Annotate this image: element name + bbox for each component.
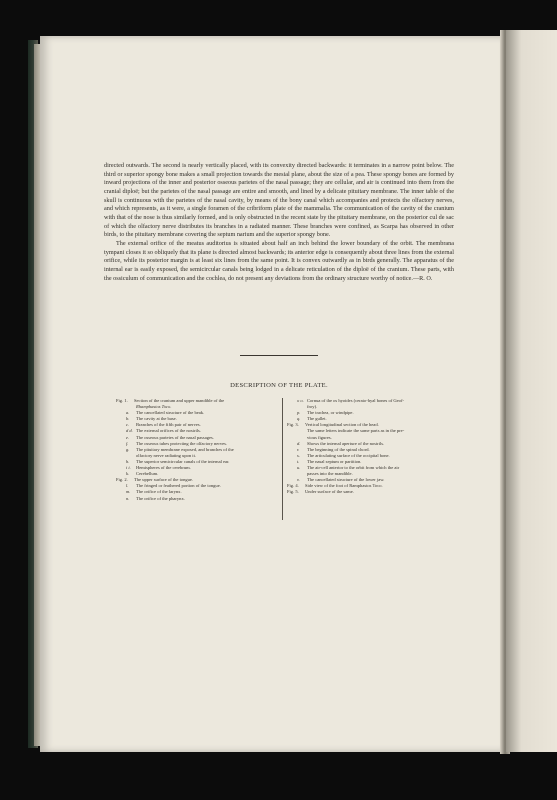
entry-text: The cancellated structure of the lower jaw. <box>307 477 385 483</box>
entry-label: b. <box>126 416 130 422</box>
entry-label: e. <box>126 434 130 440</box>
entry-text: The orifice of the pharynx. <box>136 495 185 501</box>
entry-text: The fringed or feathered portion of the tongue. <box>136 483 221 489</box>
entry-text: vious figures. <box>307 434 332 440</box>
entry-text: The osseous parietes of the nasal passages. <box>136 434 214 440</box>
entry-label: k. <box>126 471 130 477</box>
column-divider <box>282 398 283 520</box>
entry-text: Shows the internal aperture of the nostrils. <box>307 440 385 446</box>
entry-text: The pituitary membrane exposed, and branches of the <box>136 446 234 452</box>
entry-label: i i. <box>126 465 131 471</box>
entry-text: The air-cell anterior to the orbit from which the air <box>307 465 400 471</box>
entry-label: m. <box>126 489 131 495</box>
entry-text: Side view of the foot of Ramphastos Toco. <box>305 483 383 489</box>
plate-heading: DESCRIPTION OF THE PLATE. <box>230 382 328 389</box>
entry-text: passes into the mandible. <box>307 471 353 477</box>
paragraph-1: directed outwards. The second is nearly vertically placed, with its convexity directed backwards: it terminates in a narrow point below. The third or superior spongy bone makes a small projection towards the mesial plane, about the size of a pea. These spongy bones are formed by inward projections of the inner and posterior osseous parietes of the nasal passage; they are cellular, and air is continued into them from the cranial diploë; but the parietes of the nasal passage are entire and smooth, and lined by a delicate pituitary membrane. The inner table of the skull is continuous with the parietes of the nasal cavity, by means of the bony canal which accompanies and protects the olfactory nerves, and which represents, as it were, a single foramen of the cribriform plate of the mammalia. The communication of the cavity of the cranium with that of the nose is thus similarly formed, and is only obstructed in the recent state by the pituitary membrane, on the posterior cul de sac of which the olfactory nerve distributes its branches in a radiated manner. These branches were confined, as Scarpa has observed in other birds, to the pituitary membrane covering the septum narium and the superior spongy bone. <box>104 162 454 239</box>
entry-text: Under surface of the same. <box>305 489 354 495</box>
entry-label: l. <box>126 483 129 489</box>
entry-label: Fig. 2. <box>116 477 128 483</box>
entry-text: olfactory nerve radiating upon it. <box>136 452 196 458</box>
entry-text: The beginning of the spinal chord. <box>307 446 370 452</box>
entry-text: Cerebellum. <box>136 471 159 477</box>
entry-label: Fig. 4. <box>287 483 299 489</box>
entry-text: The same letters indicate the same parts as in the pre- <box>307 428 405 434</box>
entry-text: Vertical longitudinal section of the head. <box>305 422 379 428</box>
entry-label: Fig. 3. <box>287 422 299 428</box>
entry-text: The gullet. <box>307 416 327 422</box>
book-page <box>40 36 504 752</box>
entry-label: f. <box>126 440 129 446</box>
facing-page-edge <box>506 30 557 752</box>
entry-label: v. <box>297 477 300 483</box>
plate-entry <box>287 489 445 495</box>
plate-description-right-column <box>287 398 445 496</box>
entry-text: The articulating surface of the occipital bone. <box>307 452 390 458</box>
entry-text: The external orifices of the nostrils. <box>136 428 201 434</box>
body-text <box>104 162 454 283</box>
section-rule <box>240 355 318 356</box>
entry-text: Section of the cranium and upper mandible of the <box>134 398 225 403</box>
entry-text: Rhamphastos Toco. <box>136 404 172 410</box>
entry-label: c. <box>126 422 130 428</box>
entry-label: s. <box>297 452 300 458</box>
entry-label: Fig. 1. <box>116 398 128 403</box>
entry-label: Fig. 5. <box>287 489 299 495</box>
entry-label: h. <box>126 458 130 464</box>
entry-text: The cavity at the base. <box>136 416 177 422</box>
entry-label: p. <box>297 410 301 416</box>
plate-description-left-column <box>116 398 278 502</box>
plate-entry <box>116 496 278 502</box>
entry-label: g. <box>126 446 130 452</box>
entry-text: The orifice of the larynx. <box>136 489 182 495</box>
entry-text: froy). <box>307 404 318 410</box>
entry-text: The upper surface of the tongue. <box>134 477 194 483</box>
entry-label: d d. <box>126 428 133 434</box>
entry-label: d. <box>297 440 301 446</box>
entry-label: a. <box>126 410 130 416</box>
entry-label: o o. <box>297 398 304 403</box>
entry-text: The nasal septum or partition. <box>307 458 362 464</box>
entry-label: n. <box>126 495 130 501</box>
entry-text: Cornua of the os hyoides (cerato-hyal bones of Geof- <box>307 398 404 403</box>
entry-text: The trachea, or windpipe. <box>307 410 354 416</box>
entry-label: t. <box>297 458 300 464</box>
entry-text: The cancellated structure of the beak. <box>136 410 205 416</box>
entry-text: The superior semicircular canals of the internal ear. <box>136 458 230 464</box>
entry-label: q. <box>297 416 301 422</box>
entry-label: u. <box>297 465 301 471</box>
entry-text: Branches of the fifth pair of nerves. <box>136 422 201 428</box>
paragraph-2: The external orifice of the meatus auditorius is situated about half an inch behind the lower boundary of the orbit. The membrana tympani closes it so obliquely that its plane is directed almost backwards; its anterior edge is consequently about three lines from the external orifice, while its posterior margin is at least six lines from the same point. It is convex outwardly as in birds generally. The apparatus of the internal ear is easily exposed, the semicircular canals being lodged in a delicate reticulation of the diploë of the cranium. These parts, with the ossiculum of communication and the cochlea, do not present any deviations from the ordinary structure worthy of notice.—R. O. <box>104 239 454 282</box>
entry-text: Hemispheres of the cerebrum. <box>136 465 191 471</box>
entry-text: The osseous tubes protecting the olfactory nerves. <box>136 440 228 446</box>
entry-label: r. <box>297 446 300 452</box>
